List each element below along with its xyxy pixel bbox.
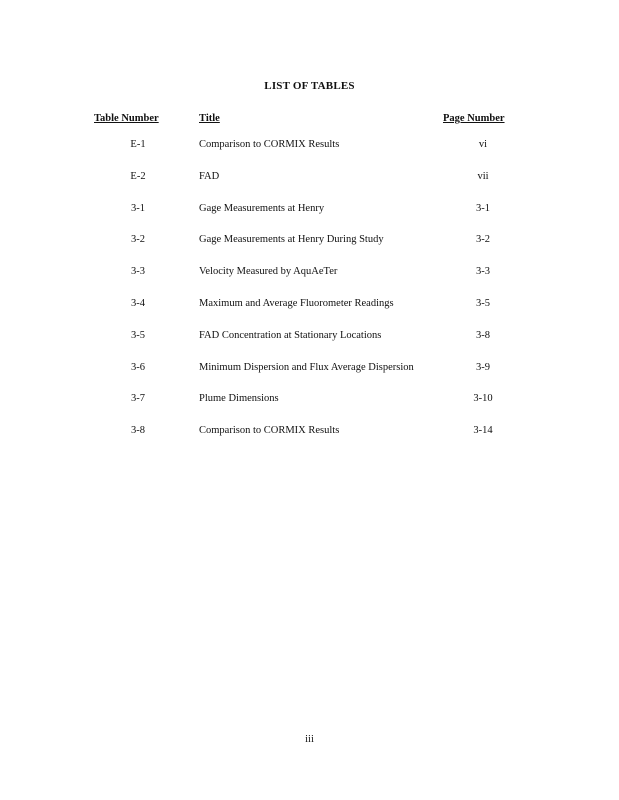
row-page-number: vi — [478, 139, 488, 150]
row-table-number: 3-4 — [131, 297, 145, 309]
table-row — [0, 393, 619, 425]
row-table-number: 3-8 — [131, 425, 145, 437]
table-row — [0, 425, 619, 457]
row-table-number: E-1 — [130, 139, 146, 150]
row-table-number: 3-1 — [131, 202, 145, 214]
row-page-number: 3-5 — [476, 297, 490, 309]
row-title: Comparison to CORMIX Results — [199, 139, 340, 150]
header-table-number: Table Number — [94, 113, 159, 124]
row-table-number: 3-5 — [131, 329, 145, 341]
table-row — [0, 362, 619, 394]
row-page-number: 3-9 — [476, 361, 490, 373]
row-page-number: 3-2 — [476, 234, 490, 246]
table-row — [0, 298, 619, 330]
row-title: Maximum and Average Fluorometer Readings — [199, 297, 394, 309]
table-row — [0, 171, 619, 203]
table-row — [0, 330, 619, 362]
table-row — [0, 139, 619, 171]
row-table-number: 3-3 — [131, 266, 145, 278]
row-title: FAD Concentration at Stationary Locations — [199, 329, 382, 341]
row-title: Velocity Measured by AquAeTer — [199, 266, 338, 278]
row-table-number: 3-7 — [131, 393, 145, 405]
table-header-row — [0, 113, 619, 127]
footer-page-number: iii — [305, 734, 314, 745]
row-title: Gage Measurements at Henry — [199, 202, 325, 214]
row-page-number: 3-1 — [476, 202, 490, 214]
row-table-number: E-2 — [130, 170, 146, 182]
row-table-number: 3-6 — [131, 361, 145, 373]
row-title: Plume Dimensions — [199, 393, 279, 405]
row-title: FAD — [199, 170, 220, 182]
list-of-tables-body — [0, 139, 619, 457]
table-row — [0, 234, 619, 266]
row-title: Minimum Dispersion and Flux Average Dispersion — [199, 361, 414, 373]
row-page-number: vii — [477, 170, 489, 182]
row-page-number: 3-14 — [473, 425, 493, 437]
row-page-number: 3-8 — [476, 329, 490, 341]
row-page-number: 3-3 — [476, 266, 490, 278]
table-row — [0, 203, 619, 235]
row-title: Gage Measurements at Henry During Study — [199, 234, 384, 246]
page-title: LIST OF TABLES — [264, 80, 355, 92]
row-page-number: 3-10 — [473, 393, 493, 405]
header-title: Title — [199, 113, 220, 124]
table-row — [0, 266, 619, 298]
row-title: Comparison to CORMIX Results — [199, 425, 340, 437]
header-page-number: Page Number — [443, 113, 505, 124]
row-table-number: 3-2 — [131, 234, 145, 246]
